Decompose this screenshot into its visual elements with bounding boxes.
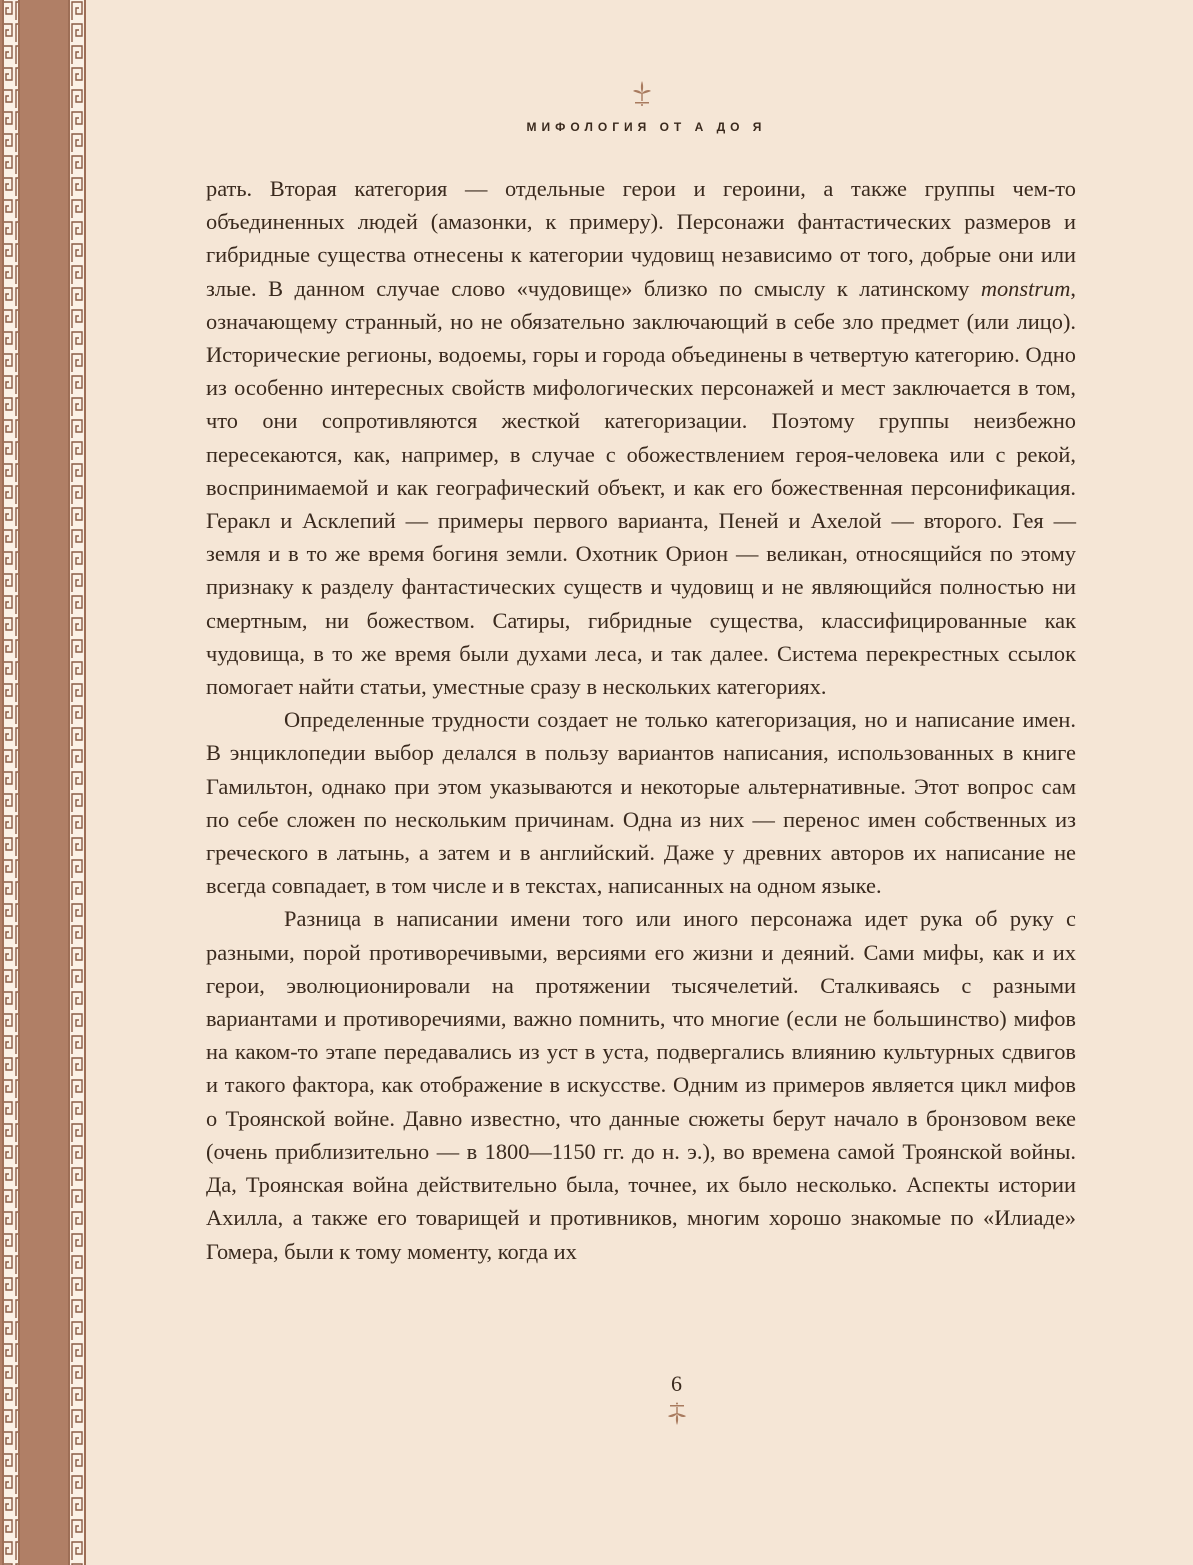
body-text	[206, 172, 1076, 1268]
paragraph-1	[206, 172, 1076, 703]
fleuron-icon	[631, 80, 653, 106]
page-footer	[90, 1370, 1193, 1426]
running-title: МИФОЛОГИЯ ОТ А ДО Я	[526, 120, 767, 134]
paragraph-2: Определенные трудности создает не только категоризация, но и написание имен. В энциклопедии выбор делался в пользу вариантов написания, использованных в книге Гамильтон, однако при этом указываются и некоторые альтернативные. Этот вопрос сам по себе сложен по нескольким причинам. Одна из них — перенос имен собственных из греческого в латынь, а затем и в английский. Даже у древних авторов их написание не всегда совпадает, в том числе и в текстах, написанных на одном языке.	[206, 707, 1076, 899]
fleuron-icon	[561, 1402, 723, 1426]
paragraph-3: Разница в написании имени того или иного персонажа идет рука об руку с разными, порой противоречивыми, версиями его жизни и деяний. Сами мифы, как и их герои, эволюционировали на протяжении тысячелетий. Сталкиваясь с разными вариантами и противоречиями, важно помнить, что многие (если не большинство) мифов на каком-то этапе передавались из уст в уста, подвергались влиянию культурных сдвигов и такого фактора, как отображение в искусстве. Одним из примеров является цикл мифов о Троянской войне. Давно известно, что данные сюжеты берут начало в бронзовом веке (очень приблизительно — в 1800—1150 гг. до н. э.), во времена самой Троянской войны. Да, Троянская война действительно была, точнее, их было несколько. Аспекты истории Ахилла, а также его товарищей и противников, многим хорошо знакомые по «Илиаде» Гомера, были к тому моменту, когда их	[206, 906, 1076, 1264]
latin-word: monstrum	[980, 275, 1071, 301]
greek-key-border	[0, 0, 90, 1565]
page-number: 6	[671, 1371, 682, 1396]
paragraph-1-start: рать. Вторая категория — отдельные герои и героини, а также группы чем-то объединенных людей (амазонки, к примеру). Персонажи фантастических размеров и гибридные существа отнесены к категории чудовищ независимо от того, добрые они или злые. В данном случае слово «чудовище» близко по смыслу к латинскому	[206, 176, 1076, 301]
paragraph-1-end: , означающему странный, но не обязательно заключающий в себе зло предмет (или лицо). Исторические регионы, водоемы, горы и города объединены в четвертую категорию. Одно из особенно интересных свойств мифологических персонажей и мест заключается в том, что они сопротивляются жесткой категоризации. Поэтому группы неизбежно пересекаются, как, например, в случае с обожествлением героя-человека или с рекой, воспринимаемой и как географический объект, и как его божественная персонификация. Геракл и Асклепий — примеры первого варианта, Пеней и Ахелой — второго. Гея — земля и в то же время богиня земли. Охотник Орион — великан, относящийся по этому признаку к разделу фантастических существ и чудовищ и не являющийся полностью ни смертным, ни божеством. Сатиры, гибридные существа, классифицированные как чудовища, в то же время были духами леса, и так далее. Система перекрестных ссылок помогает найти статьи, уместные сразу в нескольких категориях.	[206, 275, 1076, 700]
page-header	[90, 80, 1193, 134]
